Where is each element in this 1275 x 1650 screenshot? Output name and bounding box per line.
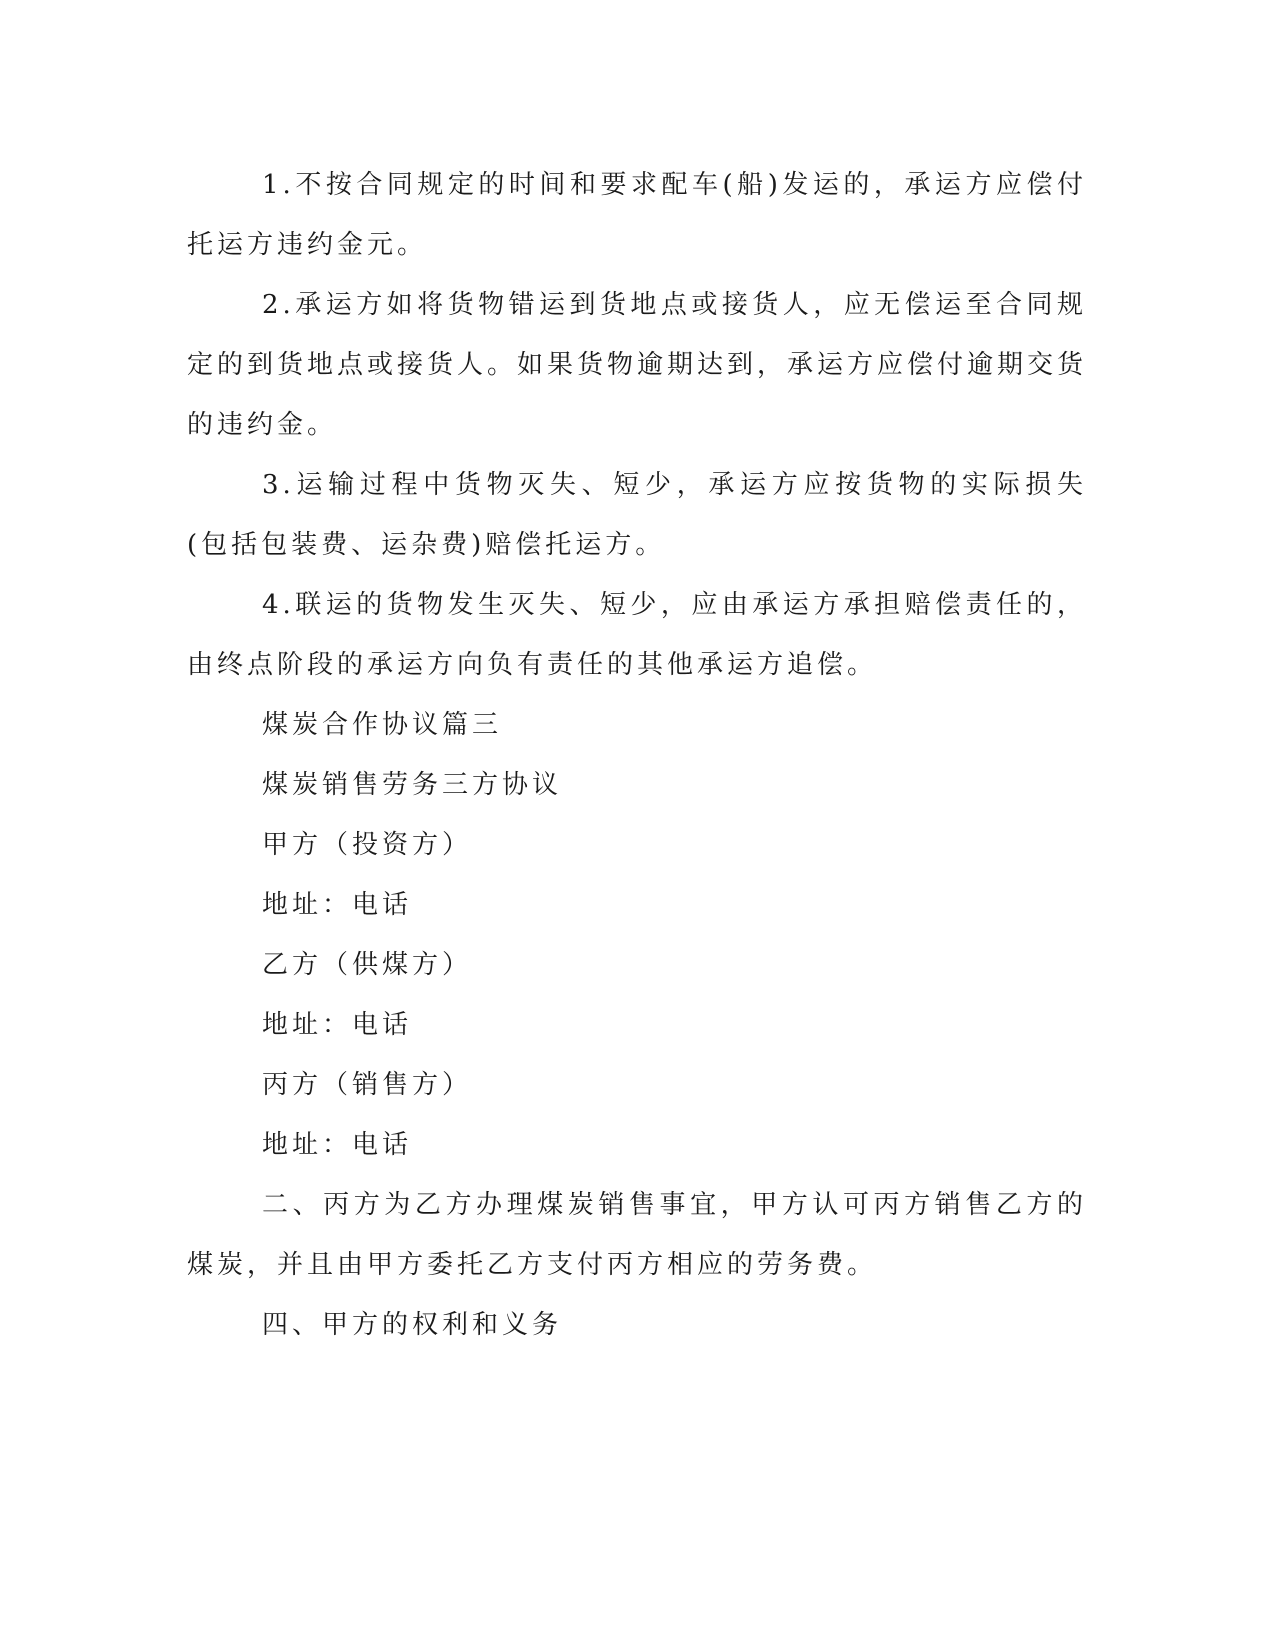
clause-4: 4.联运的货物发生灭失、短少，应由承运方承担赔偿责任的，由终点阶段的承运方向负有责任的其他承运方追偿。 [187,590,1087,680]
clause-four-heading: 四、甲方的权利和义务 [262,1310,563,1340]
document-page [187,155,1087,1355]
clause-3: 3.运输过程中货物灭失、短少，承运方应按货物的实际损失(包括包装费、运杂费)赔偿托运方。 [187,470,1087,560]
clause-1: 1.不按合同规定的时间和要求配车(船)发运的，承运方应偿付托运方违约金元。 [187,170,1087,260]
party-b: 乙方（供煤方） [262,950,473,980]
party-a: 甲方（投资方） [262,830,473,860]
agreement-title: 煤炭销售劳务三方协议 [262,770,563,800]
party-c: 丙方（销售方） [262,1070,473,1100]
party-a-address: 地址：电话 [262,890,413,920]
party-b-address: 地址：电话 [262,1010,413,1040]
section-heading: 煤炭合作协议篇三 [262,710,503,740]
clause-two: 二、丙方为乙方办理煤炭销售事宜，甲方认可丙方销售乙方的煤炭，并且由甲方委托乙方支付丙方相应的劳务费。 [187,1190,1087,1280]
clause-2: 2.承运方如将货物错运到货地点或接货人，应无偿运至合同规定的到货地点或接货人。如果货物逾期达到，承运方应偿付逾期交货的违约金。 [187,290,1088,440]
party-c-address: 地址：电话 [262,1130,413,1160]
